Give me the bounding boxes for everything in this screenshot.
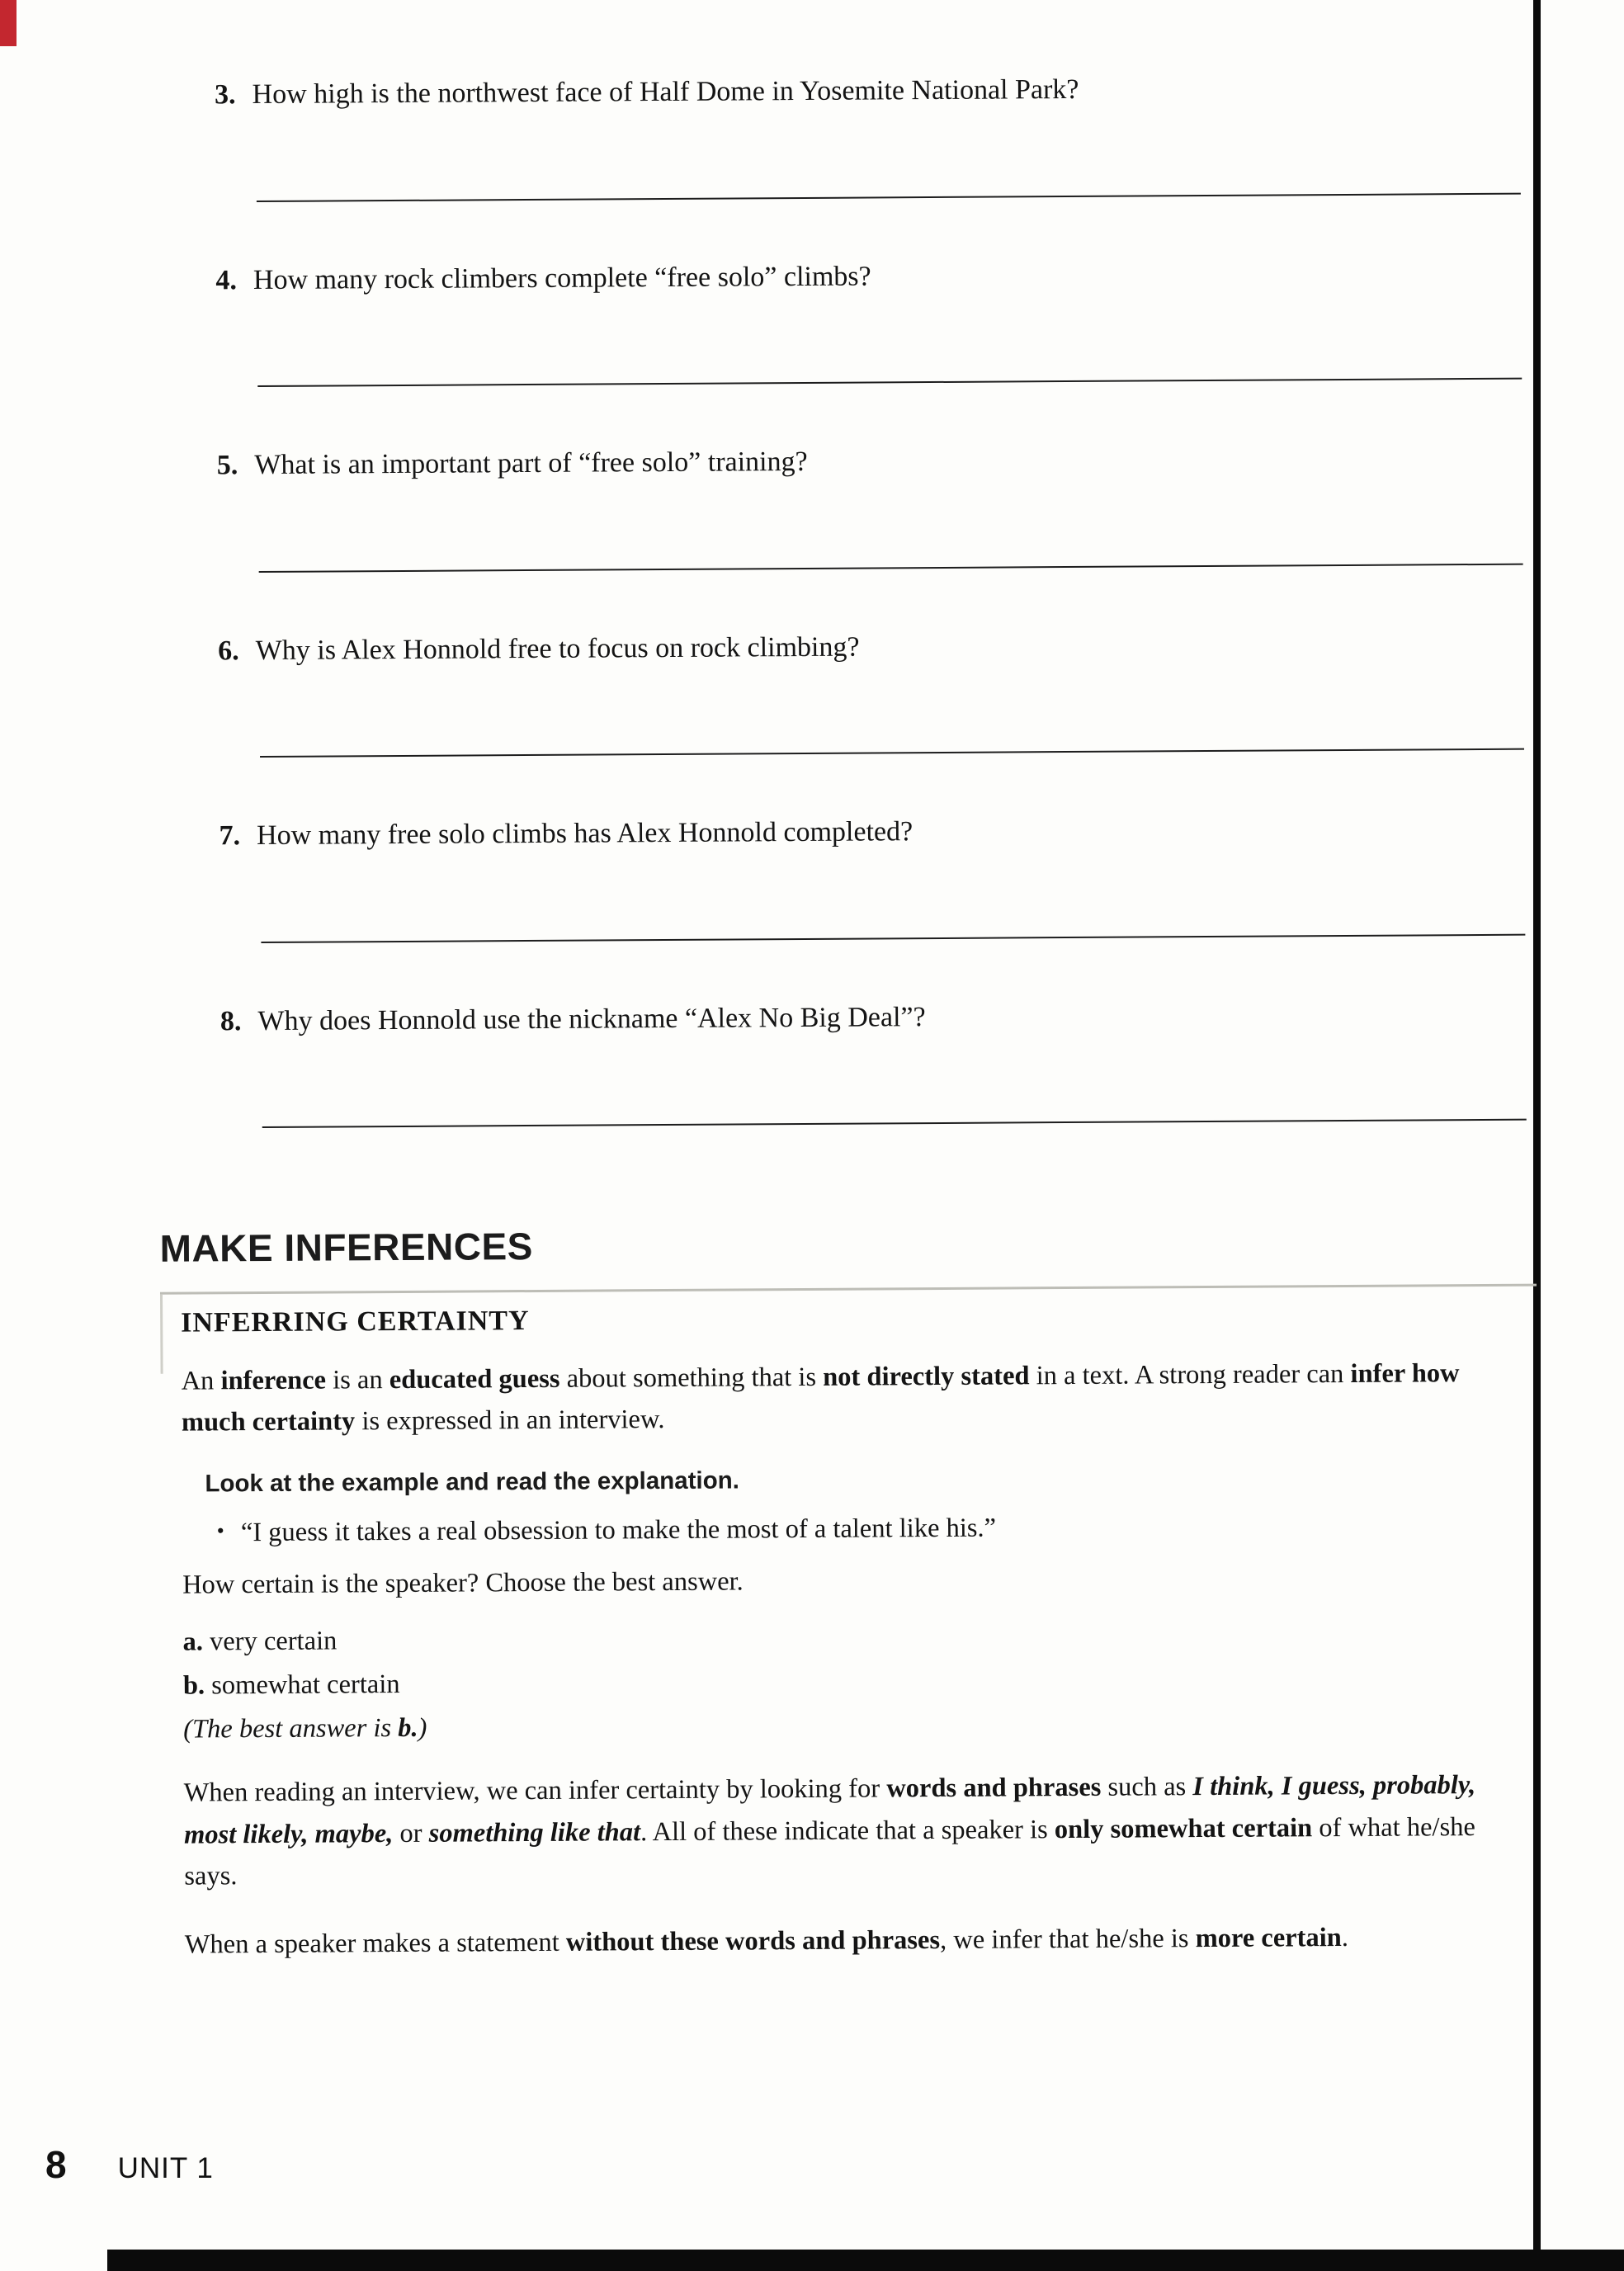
text-segment: somewhat certain <box>204 1669 400 1701</box>
question-text: Why is Alex Honnold free to focus on rock climbing? <box>255 631 860 666</box>
paragraph-more-certain <box>185 1916 1508 1966</box>
text-segment: b. <box>182 1670 205 1701</box>
answer-line <box>259 563 1523 572</box>
text-segment: such as <box>1101 1772 1193 1802</box>
question-item <box>218 626 1531 758</box>
text-segment: . All of these indicate that a speaker is <box>640 1814 1055 1847</box>
binding-red-mark <box>0 0 17 46</box>
question-number: 6. <box>218 635 239 666</box>
certainty-question: How certain is the speaker? Choose the best answer. <box>182 1566 744 1600</box>
question-item <box>220 996 1533 1128</box>
text-segment: b. <box>398 1712 418 1743</box>
text-segment: in a text. A strong reader can <box>1029 1358 1351 1391</box>
text-segment: not directly stated <box>823 1361 1030 1392</box>
answer-line <box>262 1119 1527 1128</box>
answer-line <box>257 378 1522 387</box>
text-segment: When a speaker makes a statement <box>184 1927 566 1960</box>
answer-line <box>261 933 1525 942</box>
question-line <box>218 626 1530 668</box>
question-text: How high is the northwest face of Half Dome in Yosemite National Park? <box>252 73 1079 111</box>
question-text: How many free solo climbs has Alex Honnold completed? <box>256 816 914 852</box>
text-segment: without these words and phrases <box>565 1924 941 1957</box>
page-content <box>124 70 1538 2001</box>
question-line <box>220 996 1532 1039</box>
text-segment: An <box>181 1366 221 1396</box>
question-number: 4. <box>215 264 238 295</box>
text-segment: more certain <box>1195 1922 1342 1953</box>
text-segment: or <box>393 1818 429 1848</box>
question-text: What is an important part of “free solo” training? <box>254 446 808 481</box>
paragraph-inference-definition <box>181 1353 1504 1444</box>
question-number: 3. <box>215 79 236 111</box>
text-segment: educated guess <box>389 1363 560 1395</box>
choice-a <box>182 1612 1505 1664</box>
section-title: MAKE INFERENCES <box>159 1224 534 1270</box>
text-segment: inference <box>220 1365 327 1396</box>
answer-choices <box>182 1612 1506 1751</box>
answer-line <box>260 748 1524 758</box>
text-segment: (The best answer is <box>183 1712 399 1745</box>
example-quote: “I guess it takes a real obsession to make the most of a talent like his.” <box>240 1513 997 1548</box>
text-segment: very certain <box>202 1626 338 1657</box>
question-item <box>215 255 1528 387</box>
question-line <box>219 811 1531 854</box>
text-segment: ) <box>418 1712 427 1743</box>
page-number: 8 <box>45 2143 67 2186</box>
question-item <box>215 70 1527 202</box>
text-segment: , we infer that he/she is <box>939 1923 1196 1955</box>
question-item <box>217 441 1530 573</box>
text-segment: When reading an interview, we can infer certainty by looking for <box>183 1773 887 1808</box>
page-footer <box>45 2142 214 2187</box>
question-number: 8. <box>220 1005 242 1036</box>
question-line <box>215 70 1527 113</box>
answer-line <box>257 192 1521 201</box>
text-segment: only somewhat certain <box>1054 1812 1313 1844</box>
text-segment: of what he/she says. <box>184 1811 1475 1891</box>
question-item <box>219 811 1532 943</box>
text-segment: something like that <box>428 1816 641 1848</box>
question-text: Why does Honnold use the nickname “Alex No Big Deal”? <box>257 1001 926 1036</box>
instruction-line: Look at the example and read the explanation. <box>205 1466 740 1498</box>
text-segment: . <box>1341 1922 1349 1952</box>
choice-b <box>183 1656 1506 1707</box>
text-segment: words and phrases <box>886 1772 1102 1804</box>
text-segment: about something that is <box>559 1362 824 1394</box>
text-segment: is an <box>325 1365 389 1395</box>
inferring-certainty-box <box>160 1284 1541 2001</box>
paragraph-words-and-phrases <box>184 1764 1508 1897</box>
text-segment: is expressed in an interview. <box>355 1405 665 1437</box>
best-answer-note <box>183 1699 1506 1750</box>
text-segment: infer how much certainty <box>181 1358 1460 1438</box>
question-number: 7. <box>219 820 241 852</box>
scan-edge-bottom <box>107 2250 1624 2271</box>
question-line <box>217 441 1529 484</box>
example-bullet <box>217 1510 1505 1549</box>
question-line <box>215 255 1527 298</box>
text-segment: a. <box>182 1627 204 1657</box>
text-segment: I think, I guess, probably, most likely, maybe, <box>183 1770 1476 1850</box>
box-title: INFERRING CERTAINTY <box>181 1305 530 1339</box>
question-number: 5. <box>216 450 238 481</box>
bullet-icon: • <box>216 1518 224 1543</box>
unit-label: UNIT 1 <box>117 2152 214 2184</box>
question-text: How many rock climbers complete “free solo” climbs? <box>253 260 871 295</box>
